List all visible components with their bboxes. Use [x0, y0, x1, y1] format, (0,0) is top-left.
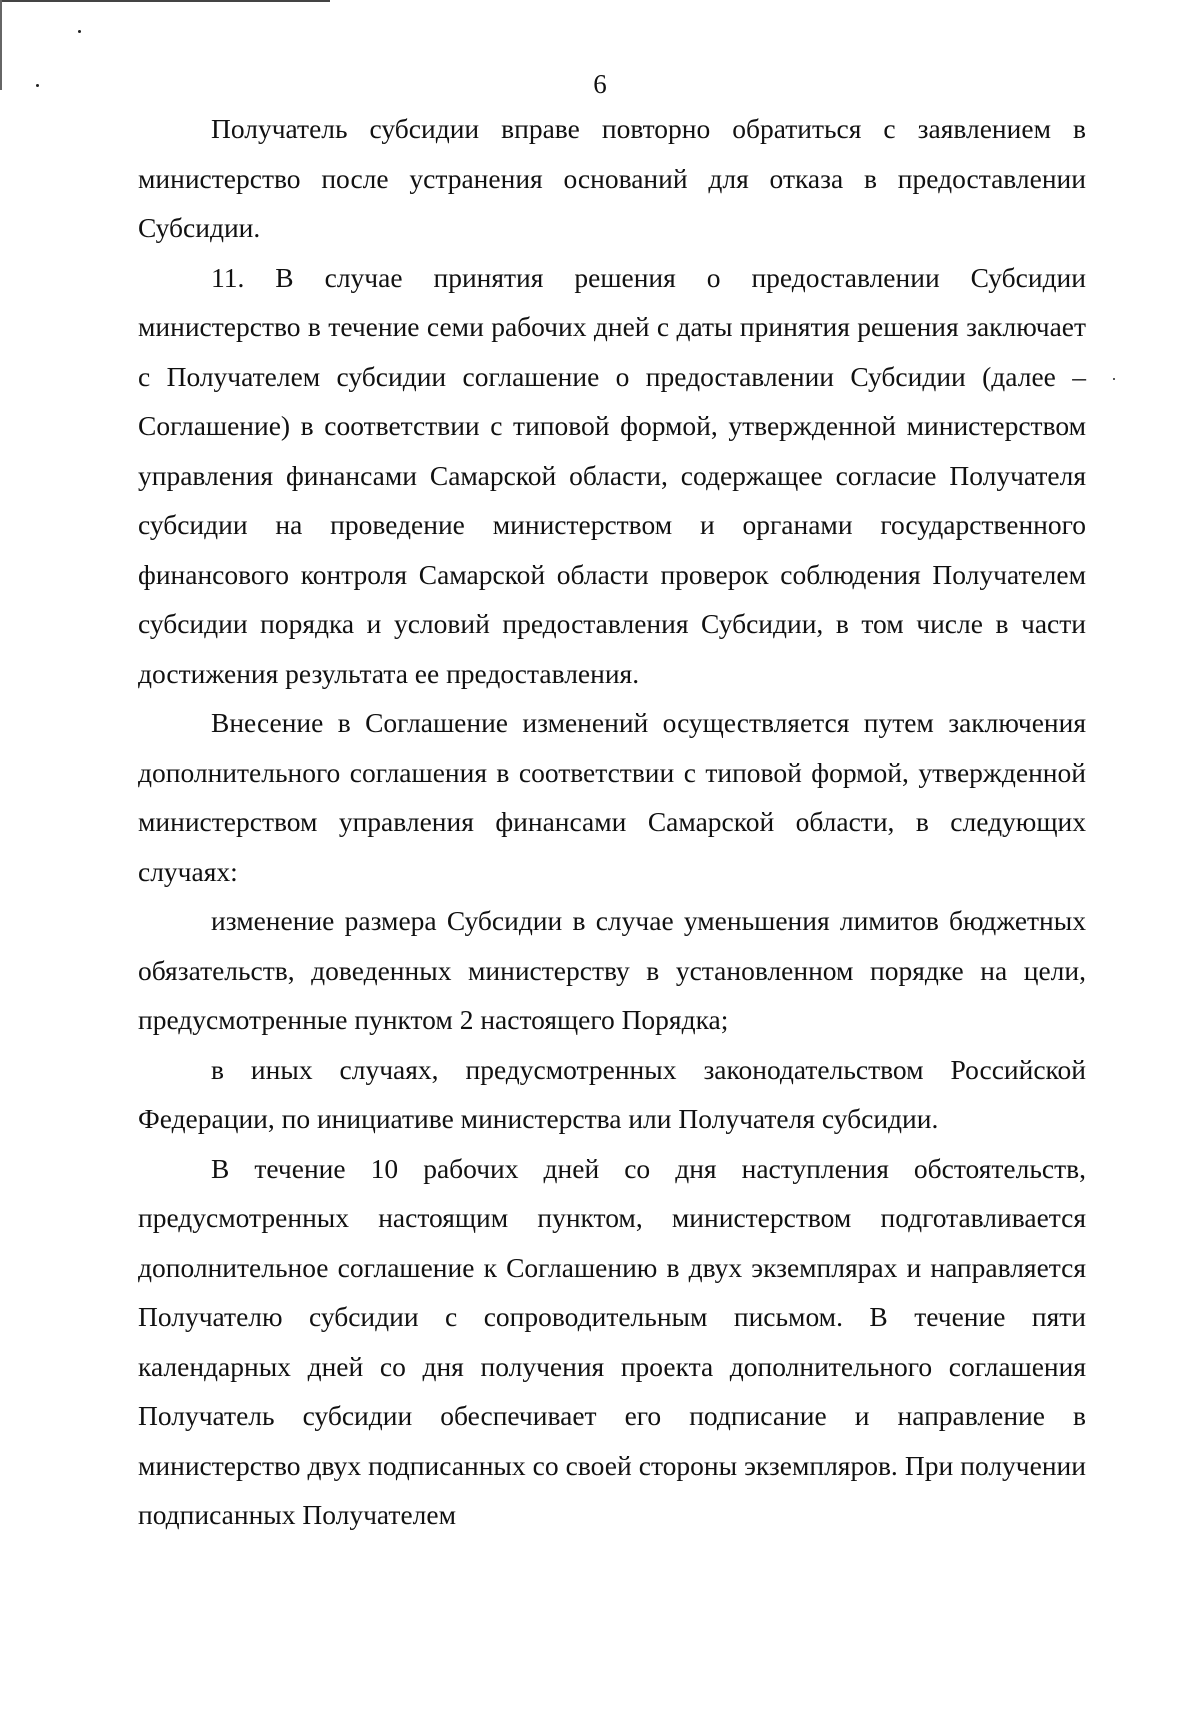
paragraph: в иных случаях, предусмотренных законодательством Российской Федерации, по инициативе министерства или Получателя субсидии.: [138, 1053, 1086, 1134]
paragraph: В течение 10 рабочих дней со дня наступления обстоятельств, предусмотренных настоящим пунктом, министерством подготавливается дополнительное соглашение к Соглашению в двух экземплярах и направляется Получателю субсидии с сопроводительным письмом. В течение пяти календарных дней со дня получения проекта дополнительного соглашения Получатель субсидии обеспечивает его подписание и направление в министерство двух подписанных со своей стороны экземпляров. При получении подписанных Получателем: [138, 1152, 1086, 1530]
scan-speck: [78, 30, 81, 33]
scan-speck: [1113, 378, 1115, 380]
paragraph: изменение размера Субсидии в случае уменьшения лимитов бюджетных обязательств, доведенных министерству в установленном порядке на цели, предусмотренные пунктом 2 настоящего Порядка;: [138, 905, 1086, 1035]
paragraph: Внесение в Соглашение изменений осуществляется путем заключения дополнительного соглашения в соответствии с типовой формой, утвержденной министерством управления финансами Самарской области, в следующих случаях:: [138, 707, 1086, 887]
paragraph: 11. В случае принятия решения о предоставлении Субсидии министерство в течение семи рабочих дней с даты принятия решения заключает с Получателем субсидии соглашение о предоставлении Субсидии (далее – Соглашение) в соответствии с типовой формой, утвержденной министерством управления финансами Самарской области, содержащее согласие Получателя субсидии на проведение министерством и органами государственного финансового контроля Самарской области проверок соблюдения Получателем субсидии порядка и условий предоставления Субсидии, в том числе в части достижения результата ее предоставления.: [138, 261, 1086, 689]
page-number: 6: [593, 69, 607, 99]
paragraph: Получатель субсидии вправе повторно обратиться с заявлением в министерство после устранения оснований для отказа в предоставлении Субсидии.: [138, 113, 1086, 243]
body-text: [138, 104, 1086, 1540]
scan-edge-top: [0, 0, 330, 2]
